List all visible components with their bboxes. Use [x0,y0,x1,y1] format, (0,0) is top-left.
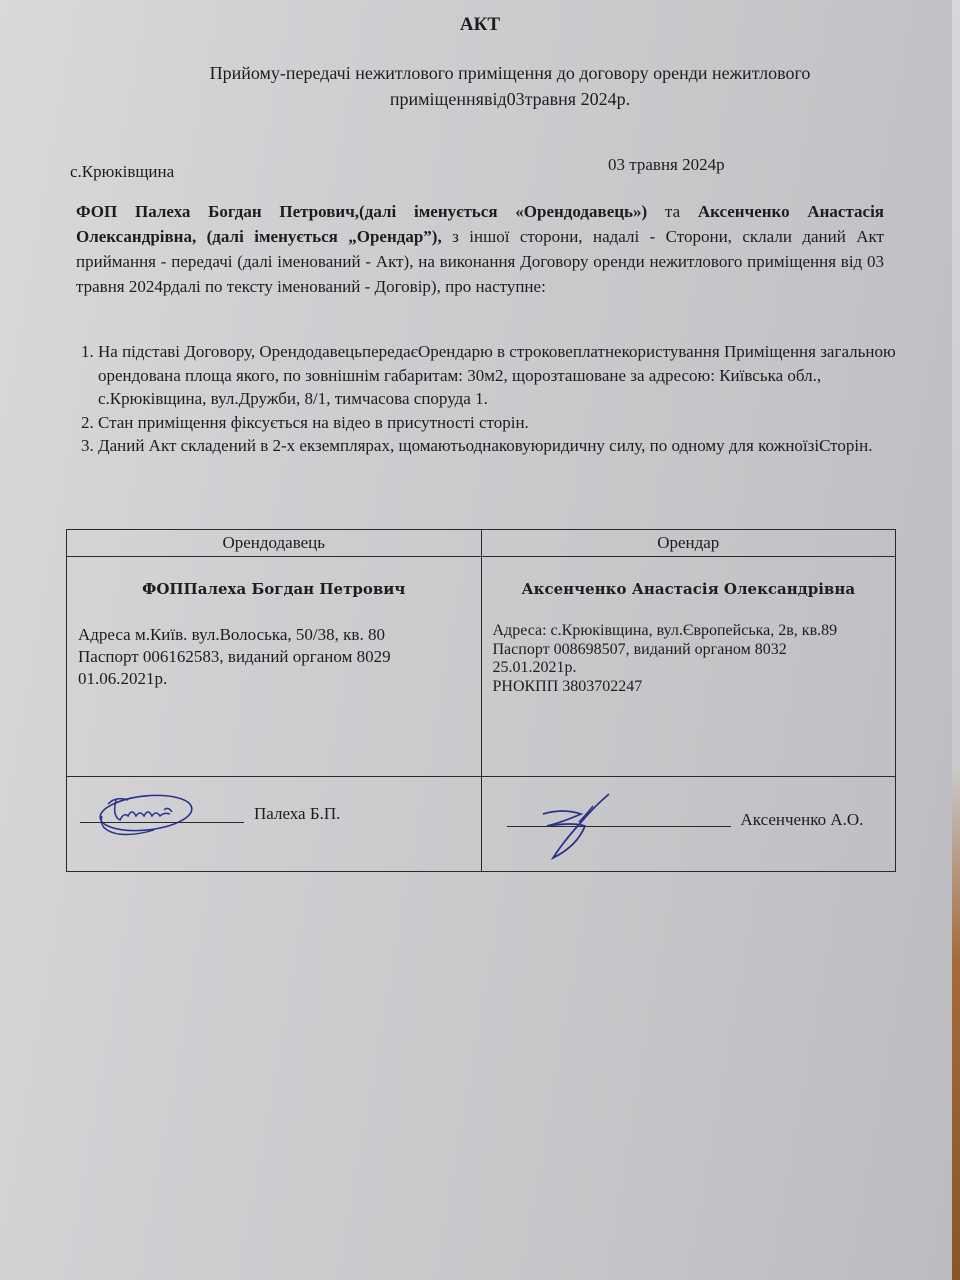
clauses-list [66,340,908,458]
landlord-passport: Паспорт 006162583, виданий органом 8029 [78,647,391,666]
landlord-details-cell [67,557,482,777]
landlord-signature-icon [94,786,204,842]
landlord-name: ФОППалеха Богдан Петрович [142,580,406,598]
tenant-passport-date: 25.01.2021р. [492,659,577,676]
header-landlord: Орендодавець [67,530,482,557]
document-date: 03 травня 2024р [608,155,725,174]
landlord-signature-name: Палеха Б.П. [254,804,341,823]
parties-table [66,529,896,872]
tenant-signature-cell [481,777,896,872]
paper-edge [952,0,960,1280]
document-place: с.Крюківщина [70,162,175,181]
tenant-name: Аксенченко Анастасія Олександрівна [521,580,856,598]
tenant-details-cell [481,557,896,777]
tenant-passport: Паспорт 008698507, виданий органом 8032 [492,640,787,658]
header-tenant: Орендар [481,530,896,557]
intro-and: та [647,202,698,221]
landlord-passport-date: 01.06.2021р. [78,669,168,688]
tenant-address: Адреса: с.Крюківщина, вул.Європейська, 2в, кв.89 [492,622,838,639]
landlord-address: Адреса м.Київ. вул.Волоська, 50/38, кв. 80 [78,625,385,644]
intro-rest: з іншої сторони, надалі - Сторони, склали даний Акт приймання - передачі (далі іменований - Акт), на виконання Договору оренди нежитлового приміщення від 03 травня 2024рдалі по тексту іменований - Договір), про наступне: [76,227,884,296]
clause-item: 1. На підставі Договору, ОрендодавецьпередаєОрендарю в строковеплатнекористування Приміщення загальною орендована площа якого, по зовнішнім габаритам: 30м2, щорозташоване за адресою: Київська обл., с.Крюківщина, вул.Дружби, 8/1, тимчасова споруда 1. [98,340,908,411]
tenant-signature-name: Аксенченко А.О. [740,810,864,829]
clause-item: 2. Стан приміщення фіксується на відео в присутності сторін. [98,411,908,435]
tenant-tax-id: РНОКПП 3803702247 [492,677,643,695]
landlord-designation: ФОП Палеха Богдан Петрович,(далі іменується «Орендодавець») [76,202,648,221]
tenant-designation: Аксенченко Анастасія Олександрівна, (далі іменується „Орендар”), [76,202,884,246]
intro-paragraph [76,199,884,299]
document-title: АКТ [459,14,501,35]
tenant-signature-icon [523,786,633,866]
document-subtitle: Прийому-передачі нежитлового приміщення до договору оренди нежитлового приміщеннявід03травня 2024р. [209,63,811,109]
landlord-signature-cell [67,777,482,872]
clause-item: 3. Даний Акт складений в 2-х екземплярах, щомаютьоднаковуюридичну силу, по одному для кожноїзіСторін. [98,434,908,458]
